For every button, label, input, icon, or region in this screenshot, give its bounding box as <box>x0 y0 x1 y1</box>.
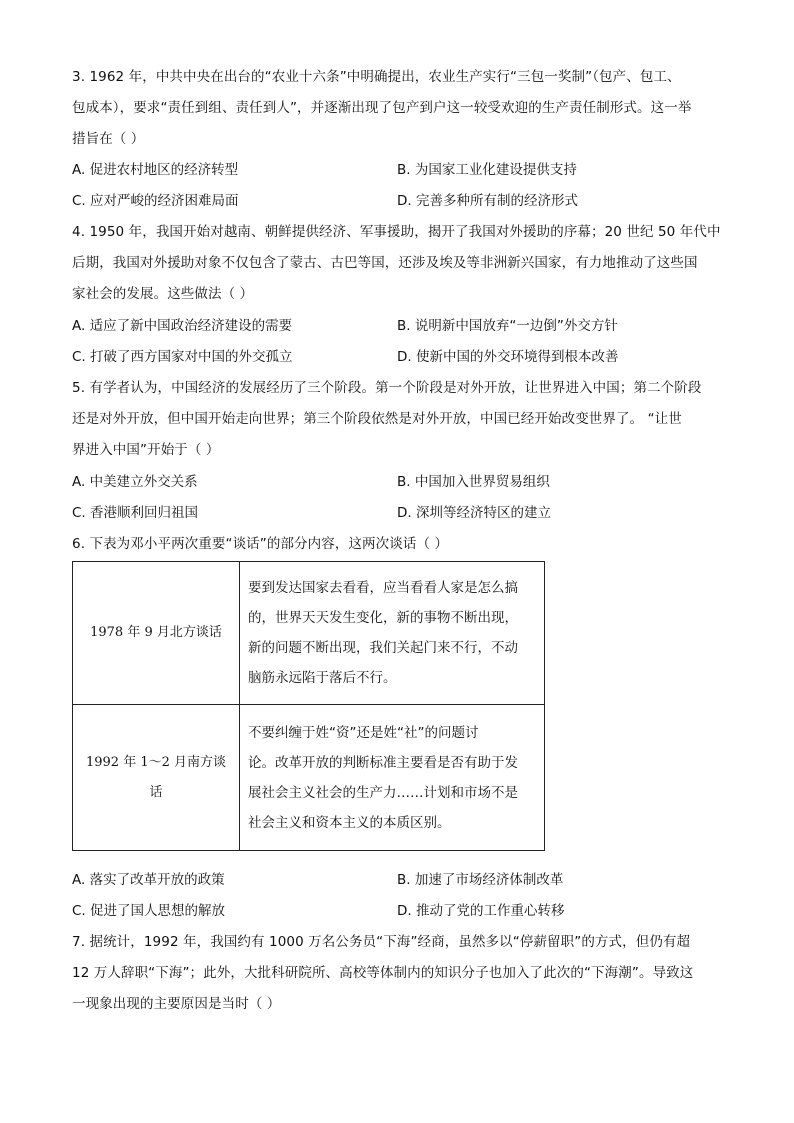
q6-stem-line-1: 6. 下表为邓小平两次重要“谈话”的部分内容，这两次谈话（ ） <box>72 536 449 552</box>
q4-stem-line-2: 后期，我国对外援助对象不仅包含了蒙古、古巴等国，还涉及埃及等非洲新兴国家，有力地推动了这些国 <box>72 255 698 271</box>
q6-option-d: D. 推动了党的工作重心转移 <box>397 903 565 919</box>
q3-stem-line-1: 3. 1962 年，中共中央在出台的“农业十六条”中明确提出，农业生产实行“三包一奖制”（包产、包工、 <box>72 69 681 85</box>
talk-1992-content <box>240 705 545 851</box>
q5-option-a: A. 中美建立外交关系 <box>72 474 198 490</box>
talk-1978-label <box>73 562 240 705</box>
q4-option-a: A. 适应了新中国政治经济建设的需要 <box>72 318 293 334</box>
talk-1978-content <box>240 562 545 705</box>
talk-1978-content-line-3: 新的问题不断出现，我们关起门来不行，不动 <box>248 640 518 656</box>
q4-option-b: B. 说明新中国放弃“一边倒”外交方针 <box>397 318 618 334</box>
q4-stem-line-1: 4. 1950 年，我国开始对越南、朝鲜提供经济、军事援助，揭开了我国对外援助的序幕；20 世纪 50 年代中 <box>72 224 721 240</box>
q4-option-d: D. 使新中国的外交环境得到根本改善 <box>397 349 619 365</box>
q5-option-c: C. 香港顺利回归祖国 <box>72 505 199 521</box>
talk-1992-label-line-1: 1992 年 1～2 月南方谈 <box>85 754 227 770</box>
talk-1992-content-line-4: 社会主义和资本主义的本质区别。 <box>248 814 451 831</box>
q3-option-c: C. 应对严峻的经济困难局面 <box>72 193 239 209</box>
q3-stem-line-2: 包成本），要求“责任到组、责任到人”，并逐渐出现了包产到户这一较受欢迎的生产责任制形式。这一举 <box>72 100 692 116</box>
talk-1992-content-line-2: 论。改革开放的判断标准主要看是否有助于发 <box>248 754 518 771</box>
q7-stem-line-3: 一现象出现的主要原因是当时（ ） <box>72 996 281 1012</box>
talk-1992-label <box>73 705 240 851</box>
q7-stem-line-1: 7. 据统计，1992 年，我国约有 1000 万名公务员“下海”经商，虽然多以“停薪留职”的方式，但仍有超 <box>72 934 691 950</box>
q6-option-b: B. 加速了市场经济体制改革 <box>397 872 564 888</box>
q5-stem-line-1: 5. 有学者认为，中国经济的发展经历了三个阶段。第一个阶段是对外开放，让世界进入中国；第二个阶段 <box>72 380 702 396</box>
q4-stem-line-3: 家社会的发展。这些做法（ ） <box>72 286 254 302</box>
q5-option-d: D. 深圳等经济特区的建立 <box>397 505 551 521</box>
talk-1978-content-line-1: 要到发达国家去看看，应当看看人家是怎么搞 <box>248 580 518 596</box>
talk-1992-content-line-3: 展社会主义社会的生产力……计划和市场不是 <box>248 784 518 801</box>
talk-1978-label-line-1: 1978 年 9 月北方谈话 <box>90 625 222 640</box>
q3-option-b: B. 为国家工业化建设提供支持 <box>397 162 577 178</box>
q3-option-a: A. 促进农村地区的经济转型 <box>72 162 239 178</box>
table-row <box>73 705 545 851</box>
talk-1992-content-line-1: 不要纠缠于姓“资”还是姓“社”的问题讨 <box>248 724 479 741</box>
q5-stem-line-3: 界进入中国”开始于（ ） <box>72 442 220 458</box>
q6-option-c: C. 促进了国人思想的解放 <box>72 903 226 919</box>
q3-option-d: D. 完善多种所有制的经济形式 <box>397 193 578 209</box>
talk-1992-label-line-2: 话 <box>149 784 163 800</box>
q4-option-c: C. 打破了西方国家对中国的外交孤立 <box>72 349 293 365</box>
talk-1978-content-line-2: 的，世界天天发生变化，新的事物不断出现， <box>248 610 518 626</box>
q6-option-a: A. 落实了改革开放的政策 <box>72 872 225 888</box>
q5-stem-line-2: 还是对外开放，但中国开始走向世界；第三个阶段依然是对外开放，中国已经开始改变世界了。 “让世 <box>72 411 682 427</box>
q5-option-b: B. 中国加入世界贸易组织 <box>397 474 550 490</box>
q7-stem-line-2: 12 万人辞职“下海”；此外，大批科研院所、高校等体制内的知识分子也加入了此次的“下海潮”。导致这 <box>72 965 694 981</box>
talks-table <box>72 561 545 851</box>
q3-stem-line-3: 措旨在（ ） <box>72 131 145 147</box>
table-row <box>73 562 545 705</box>
talk-1978-content-line-4: 脑筋永远陷于落后不行。 <box>248 670 397 686</box>
